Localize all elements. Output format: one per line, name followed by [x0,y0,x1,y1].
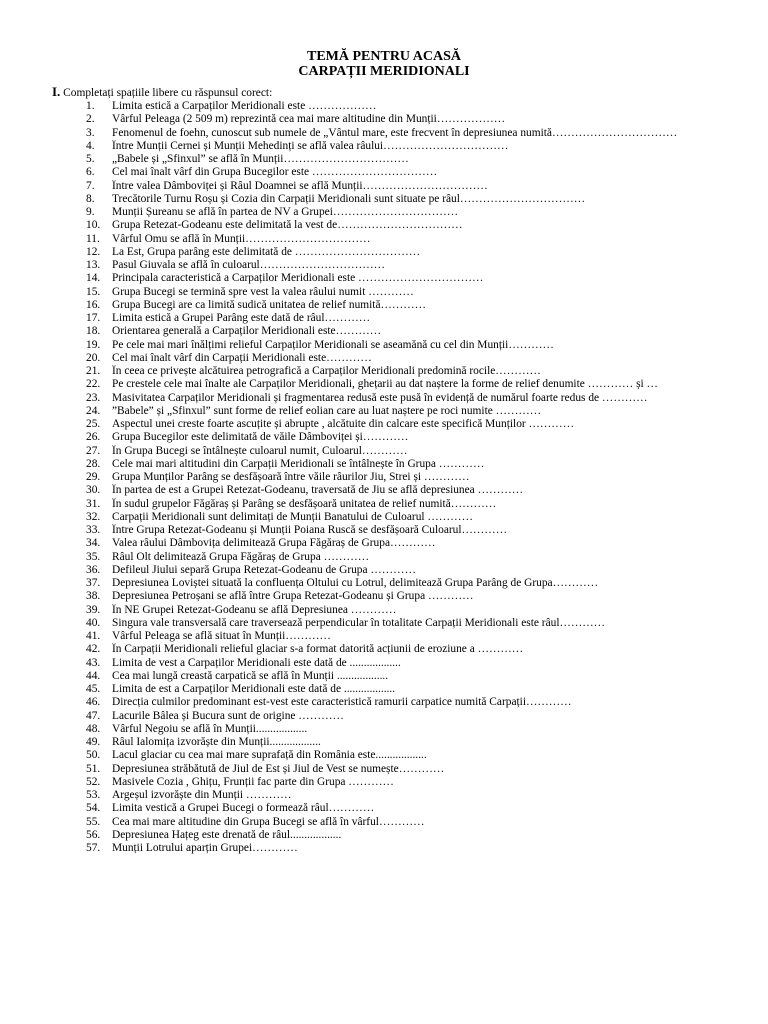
question-number: 24. [86,404,101,417]
question-number: 25. [86,418,101,430]
question-text: Valea râului Dâmbovița delimitează Grupa Făgăraș de Grupa………… [112,537,436,550]
question-item [0,113,768,126]
question-number: 38. [86,590,101,603]
question-text: Limita de vest a Carpaților Meridionali este dată de .................. [112,656,401,669]
question-number: 26. [86,431,101,444]
question-number: 39. [86,603,101,616]
question-text: Pasul Giuvala se află în culoarul…………………………… [112,259,386,271]
question-number: 51. [86,762,101,775]
question-text: Aspectul unei creste foarte ascuțite și abrupte , alcătuite din calcare este specifică Munților ………… [112,418,575,430]
question-number: 52. [86,775,101,788]
question-text: Lacurile Bâlea și Bucura sunt de origine ………… [112,709,344,722]
question-text: Trecătorile Turnu Roșu și Cozia din Carpații Meridionali sunt situate pe râul…………………………… [112,192,586,205]
question-text: Între Grupa Retezat-Godeanu și Munții Poiana Ruscă se desfășoară Culoarul………… [112,524,508,536]
question-item [0,405,768,418]
question-number: 8. [86,192,95,205]
question-text: Între Munții Cernei și Munții Mehedinți se află valea râului…………………………… [112,139,509,152]
question-number: 57. [86,842,101,854]
question-text: Orientarea generală a Carpaților Meridionali este………… [112,325,382,338]
question-item [0,696,768,709]
question-text: Limita estică a Carpaților Meridionali este ……………… [112,100,377,112]
question-item [0,206,768,219]
question-item [0,551,768,564]
question-text: Pe crestele cele mai înalte ale Carpaților Meridionali, ghețarii au dat naștere la forme de relief denumite ………… și … [112,378,658,391]
question-text: Râul Olt delimitează Grupa Făgăraș de Grupa ………… [112,550,370,563]
question-number: 4. [86,139,95,152]
question-text: ”Babele” și „Sfinxul” sunt forme de relief eolian care au luat naștere pe roci numite ………… [112,404,542,417]
question-text: Limita de est a Carpaților Meridionali este dată de .................. [112,683,396,695]
question-number: 40. [86,616,101,629]
question-number: 1. [86,100,95,112]
question-item [0,272,768,285]
question-text: „Babele și „Sfinxul” se află în Munții…………………………… [112,153,409,165]
question-item [0,776,768,789]
question-item [0,378,768,391]
question-text: Grupa Munților Parâng se desfășoară între văile râurilor Jiu, Strei și ………… [112,471,470,483]
question-item [0,259,768,272]
question-number: 42. [86,643,101,656]
question-number: 50. [86,749,101,762]
question-number: 35. [86,550,101,563]
question-item [0,365,768,378]
question-text: În Grupa Bucegi se întâlnește culoarul numit, Culoarul………… [112,444,408,457]
question-item [0,392,768,405]
question-item [0,564,768,577]
question-text: Depresiunea străbătută de Jiul de Est și Jiul de Vest se numește………… [112,762,445,775]
question-item [0,193,768,206]
question-number: 15. [86,285,101,298]
question-item [0,577,768,590]
question-item [0,670,768,683]
question-text: Principala caracteristică a Carpaților Meridionali este …………………………… [112,272,484,285]
question-item [0,723,768,736]
question-number: 56. [86,828,101,841]
question-number: 28. [86,457,101,470]
question-text: Singura vale transversală care traversează perpendicular în totalitate Carpații Meridionali este râul………… [112,616,606,629]
question-number: 29. [86,471,101,483]
question-number: 36. [86,563,101,576]
question-text: Între valea Dâmboviței și Râul Doamnei se află Munții…………………………… [112,179,488,192]
question-item [0,842,768,855]
question-number: 45. [86,683,101,695]
question-item [0,153,768,166]
question-text: Grupa Bucegi se termină spre vest la valea râului numit ………… [112,285,414,298]
question-text: La Est, Grupa parâng este delimitată de …………………………… [112,245,421,258]
question-text: Grupa Bucegilor este delimitată de văile Dâmboviței și………… [112,431,409,444]
question-item [0,710,768,723]
question-number: 23. [86,391,101,404]
question-number: 32. [86,510,101,523]
question-text: Argeșul izvorăște din Munții ………… [112,789,292,801]
question-text: Fenomenul de foehn, cunoscut sub numele de „Vântul mare, este frecvent în depresiunea numită…………………………… [112,126,678,139]
question-text: În Carpații Meridionali relieful glaciar s-a format datorită acțiunii de eroziune a ………… [112,643,524,656]
question-text: Carpații Meridionali sunt delimitați de Munții Banatului de Culoarul ………… [112,510,473,523]
question-item [0,246,768,259]
question-number: 19. [86,338,101,351]
question-item [0,484,768,497]
question-text: Vârful Negoiu se află în Munții.................. [112,722,308,735]
question-text: Munții Lotrului aparțin Grupei………… [112,842,298,854]
question-number: 53. [86,789,101,801]
question-text: Depresiunea Petroșani se află între Grupa Retezat-Godeanu și Grupa ………… [112,590,474,603]
question-item [0,312,768,325]
question-number: 16. [86,298,101,311]
question-number: 18. [86,325,101,338]
question-number: 11. [86,232,100,245]
question-text: Limita estică a Grupei Parâng este dată de râul………… [112,312,371,324]
question-text: Pe cele mai mari înălțimi relieful Carpaților Meridionali se aseamănă cu cel din Munții………… [112,338,554,351]
question-item [0,643,768,656]
question-text: În partea de est a Grupei Retezat-Godeanu, traversată de Jiu se află depresiunea ………… [112,484,524,497]
question-text: În ceea ce privește alcătuirea petrografică a Carpaților Meridionali predomină rocile………… [112,365,541,377]
question-item [0,630,768,643]
question-item [0,736,768,749]
question-number: 17. [86,312,101,324]
question-text: Cel mai înalt vârf din Carpații Meridionali este………… [112,351,372,364]
question-number: 3. [86,126,95,139]
section-instruction: Completați spațiile libere cu răspunsul corect: [60,87,273,99]
question-text: Râul Ialomița izvorăște din Munții.................. [112,736,321,748]
question-item [0,789,768,802]
question-number: 37. [86,577,101,589]
question-text: Munții Șureanu se află în partea de NV a Grupei…………………………… [112,206,459,218]
question-number: 27. [86,444,101,457]
question-text: Lacul glaciar cu cea mai mare suprafață din România este.................. [112,749,427,762]
section-number: I. [52,84,61,99]
question-item [0,431,768,444]
question-text: Cea mai mare altitudine din Grupa Bucegi se află în vârful………… [112,815,425,828]
question-number: 33. [86,524,101,536]
question-number: 48. [86,722,101,735]
question-number: 2. [86,113,95,126]
question-item [0,657,768,670]
question-item [0,418,768,431]
questions-list [0,100,768,855]
question-item [0,127,768,140]
question-text: Defileul Jiului separă Grupa Retezat-Godeanu de Grupa ………… [112,563,416,576]
question-number: 49. [86,736,101,748]
question-item [0,498,768,511]
question-item [0,352,768,365]
question-number: 30. [86,484,101,497]
section-instruction-line [52,85,768,100]
question-item [0,816,768,829]
page-title: TEMĂ PENTRU ACASĂ [306,49,461,64]
question-text: În sudul grupelor Făgăraș și Parâng se desfășoară unitatea de relief numită………… [112,497,497,510]
question-item [0,219,768,232]
question-item [0,683,768,696]
question-number: 31. [86,497,101,510]
question-number: 44. [86,669,101,682]
question-item [0,749,768,762]
question-item [0,617,768,630]
question-number: 7. [86,179,95,192]
question-item [0,511,768,524]
question-number: 9. [86,206,95,218]
question-text: Grupa Retezat-Godeanu este delimitată la vest de…………………………… [112,219,463,232]
question-number: 12. [86,245,101,258]
question-text: Vârful Omu se află în Munții…………………………… [112,232,371,245]
question-text: Cele mai mari altitudini din Carpații Meridionali se întâlnește în Grupa ………… [112,457,485,470]
question-number: 43. [86,656,101,669]
question-item [0,339,768,352]
question-item [0,829,768,842]
question-number: 6. [86,166,95,179]
question-number: 5. [86,153,95,165]
question-number: 54. [86,802,101,815]
question-item [0,140,768,153]
question-text: Cel mai înalt vârf din Grupa Bucegilor este …………………………… [112,166,438,179]
question-item [0,458,768,471]
question-number: 34. [86,537,101,550]
question-item [0,166,768,179]
question-item [0,445,768,458]
question-item [0,180,768,193]
question-item [0,471,768,484]
question-number: 22. [86,378,101,391]
question-number: 10. [86,219,101,232]
question-number: 14. [86,272,101,285]
question-text: Depresiunea Loviștei situată la confluența Oltului cu Lotrul, delimitează Grupa Parâng de Grupa………… [112,577,599,589]
question-text: Depresiunea Hațeg este drenată de râul.................. [112,828,342,841]
question-number: 41. [86,630,101,642]
question-number: 47. [86,709,101,722]
question-number: 20. [86,351,101,364]
question-item [0,100,768,113]
question-item [0,590,768,603]
question-text: Vârful Peleaga (2 509 m) reprezintă cea mai mare altitudine din Munții……………… [112,113,506,126]
page-subtitle: CARPAȚII MERIDIONALI [298,64,470,79]
question-item [0,233,768,246]
question-text: Masivele Cozia , Ghițu, Frunții fac parte din Grupa ………… [112,775,394,788]
question-text: Cea mai lungă creastă carpatică se află în Munții .................. [112,669,389,682]
question-number: 55. [86,815,101,828]
question-item [0,286,768,299]
question-text: În NE Grupei Retezat-Godeanu se află Depresiunea ………… [112,603,397,616]
question-item [0,604,768,617]
question-text: Masivitatea Carpaților Meridionali și fragmentarea redusă este pusă în evidență de numărul foarte redus de ………… [112,391,648,404]
question-number: 21. [86,365,101,377]
question-number: 13. [86,259,101,271]
question-text: Direcția culmilor predominant est-vest este caracteristică ramurii carpatice numită Carpații………… [112,696,572,709]
question-text: Vârful Peleaga se află situat în Munții………… [112,630,331,642]
question-item [0,299,768,312]
question-item [0,537,768,550]
question-item [0,325,768,338]
question-text: Limita vestică a Grupei Bucegi o formează râul………… [112,802,375,815]
question-item [0,802,768,815]
question-number: 46. [86,696,101,709]
question-item [0,763,768,776]
question-text: Grupa Bucegi are ca limită sudică unitatea de relief numită………… [112,298,427,311]
question-item [0,524,768,537]
